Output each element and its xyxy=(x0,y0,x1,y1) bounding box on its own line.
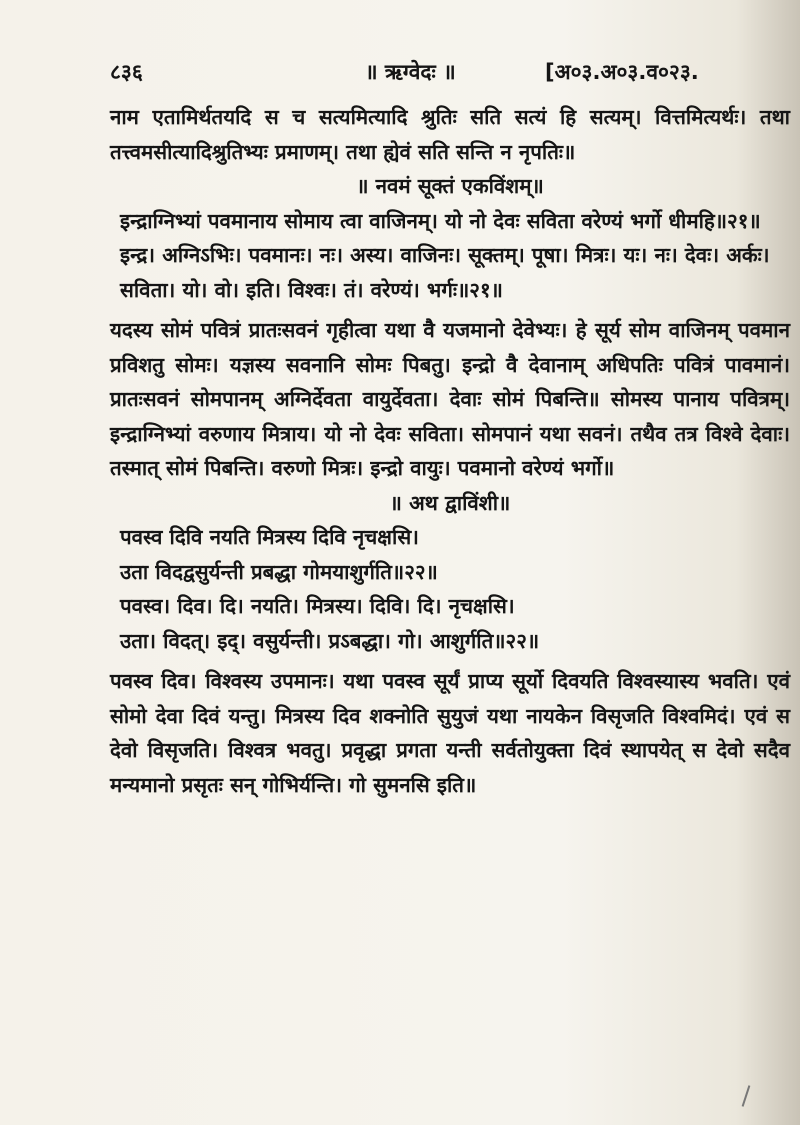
pada-text: इन्द्र। अग्निऽभिः। पवमानः। नः। अस्य। वाजिनः। सूक्तम्। पूषा। मित्रः। यः। नः। देवः। अर्कः। सविता। यो। वो। इति। विश्वः। तं। वरेण्यं। भर्गः॥२१॥ xyxy=(120,243,770,302)
margin-mark xyxy=(742,1085,751,1107)
page-header xyxy=(110,58,790,94)
page-number: ८३६ xyxy=(110,60,143,84)
page-body xyxy=(110,100,790,802)
commentary-paragraph: नाम एतामिर्थतयदि स च सत्यमित्यादि श्रुतिः सति सत्यं हि सत्यम्। वित्तमित्यर्थः। तथा तत्त्वमसीत्यादिश्रुतिभ्यः प्रमाणम्। तथा ह्येवं सति सन्ति न नृपतिः॥ xyxy=(110,105,790,164)
commentary-paragraph: यदस्य सोमं पवित्रं प्रातःसवनं गृहीत्वा यथा वै यजमानो देवेभ्यः। हे सूर्य सोम वाजिनम् पवमान प्रविशतु सोमः। यज्ञस्य सवनानि सोमः पिबतु। इन्द्रो वै देवानाम् अधिपतिः पवित्रं पावमानं। प्रातःसवनं सोमपानम् अग्निर्देवता वायुर्देवता। देवाः सोमं पिबन्ति॥ सोमस्य पानाय पवित्रम्। इन्द्राग्निभ्यां वरुणाय मित्राय। यो नो देवः सविता। सोमपानं यथा सवनं। तथैव तत्र विश्वे देवाः। तस्मात् सोमं पिबन्ति। वरुणो मित्रः। इन्द्रो वायुः। पवमानो वरेण्यं भर्गो॥ xyxy=(110,318,790,480)
verse-line: पवस्व दिवि नयति मित्रस्य दिवि नृचक्षसि। xyxy=(120,525,419,549)
running-title: ॥ ऋग्वेदः ॥ xyxy=(365,60,456,84)
section-reference: [अ०३.अ०३.व०२३. xyxy=(545,60,699,84)
pada-line: उता। विदत्। इद्। वसुर्यन्ती। प्रऽबद्धा। गो। आशुर्गति॥२२॥ xyxy=(120,628,540,653)
commentary-paragraph: पवस्व दिव। विश्वस्य उपमानः। यथा पवस्व सूर्यं प्राप्य सूर्यो दिवयति विश्वस्यास्य भवति। एवं सोमो देवा दिवं यन्तु। मित्रस्य दिव शक्नोति सुयुजं यथा नायकेन विसृजति विश्वमिदं। एवं स देवो विसृजति। विश्वत्र भवतु। प्रवृद्धा प्रगता यन्ती सर्वतोयुक्ता दिवं स्थापयेत् स देवो सदैव मन्यमानो प्रसृतः सन् गोभिर्यन्ति। गो सुमनसि इति॥ xyxy=(110,669,790,797)
pada-line: पवस्व। दिव। दि। नयति। मित्रस्य। दिवि। दि। नृचक्षसि। xyxy=(120,594,515,618)
verse-text: इन्द्राग्निभ्यां पवमानाय सोमाय त्वा वाजिनम्। यो नो देवः सविता वरेण्यं भर्गो धीमहि॥२१॥ xyxy=(120,208,761,233)
verse-line: उता विदद्वसुर्यन्ती प्रबद्धा गोमयाशुर्गति॥२२॥ xyxy=(120,559,438,584)
section-heading: ॥ अथ द्वाविंशी॥ xyxy=(389,490,511,515)
section-heading: ॥ नवमं सूक्तं एकविंशम्॥ xyxy=(356,174,544,198)
